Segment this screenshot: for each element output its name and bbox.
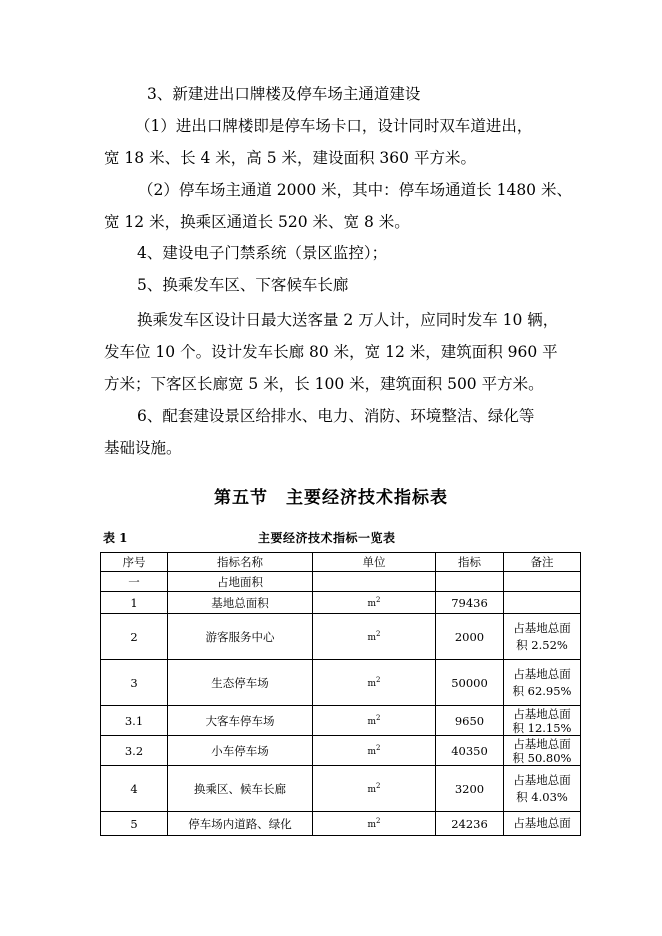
table-row: [101, 736, 581, 766]
paragraph-5-line3: 方米；下客区长廊宽 5 米，长 100 米，建筑面积 500 平方米。: [104, 375, 544, 393]
paragraph-item-4: 4、建设电子门禁系统（景区监控）；: [137, 244, 388, 262]
paragraph-item-5: 5、换乘发车区、下客候车长廊: [137, 276, 349, 294]
paragraph-item-3: 3、新建进出口牌楼及停车场主通道建设: [147, 85, 421, 103]
cell-value: 50000: [436, 660, 504, 706]
paragraph-item-6-line2: 基础设施。: [104, 439, 182, 457]
table-row: [101, 766, 581, 812]
cell-unit: [313, 706, 436, 736]
header-value: 指标: [436, 553, 504, 572]
cell-name: 换乘区、候车长廊: [168, 766, 313, 812]
cell-note: [504, 706, 581, 736]
cell-seq: 2: [101, 614, 168, 660]
cell-value: 24236: [436, 812, 504, 836]
unit-sup: 2: [376, 714, 381, 722]
cell-value: 79436: [436, 592, 504, 614]
note-line1: 占基地总面: [513, 816, 571, 830]
cell-seq: 一: [101, 572, 168, 592]
cell-note: [504, 812, 581, 836]
note-line2: 积 2.52%: [516, 637, 568, 652]
table-header-row: [101, 553, 581, 572]
table-row: [101, 614, 581, 660]
table-row: [101, 592, 581, 614]
cell-unit: [313, 592, 436, 614]
note-line1: 占基地总面: [513, 666, 571, 681]
cell-note: [504, 614, 581, 660]
note-line1: 占基地总面: [513, 706, 571, 721]
cell-seq: 5: [101, 812, 168, 836]
cell-value: 40350: [436, 736, 504, 766]
unit-base: m: [367, 785, 377, 795]
cell-name: 小车停车场: [168, 736, 313, 766]
note-line1: 占基地总面: [513, 620, 571, 635]
cell-unit: [313, 614, 436, 660]
unit-base: m: [367, 820, 377, 830]
unit-sup: 2: [376, 676, 381, 684]
cell-name: 游客服务中心: [168, 614, 313, 660]
paragraph-3-2-line1: （2）停车场主通道 2000 米，其中：停车场通道长 1480 米、: [138, 181, 572, 199]
cell-name: 停车场内道路、绿化: [168, 812, 313, 836]
cell-name: 大客车停车场: [168, 706, 313, 736]
header-name: 指标名称: [168, 553, 313, 572]
cell-note: [504, 592, 581, 614]
paragraph-5-line1: 换乘发车区设计日最大送客量 2 万人计，应同时发车 10 辆，: [137, 311, 559, 329]
paragraph-3-1-line1: （1）进出口牌楼即是停车场卡口，设计同时双车道进出，: [135, 117, 533, 135]
cell-seq: 3.1: [101, 706, 168, 736]
unit-sup: 2: [376, 744, 381, 752]
table-caption: 主要经济技术指标一览表: [258, 531, 396, 545]
header-note: 备注: [504, 553, 581, 572]
paragraph-3-1-line2: 宽 18 米、长 4 米，高 5 米，建设面积 360 平方米。: [104, 149, 476, 167]
cell-seq: 4: [101, 766, 168, 812]
unit-base: m: [367, 679, 377, 689]
cell-name: 基地总面积: [168, 592, 313, 614]
unit-base: m: [367, 747, 377, 757]
cell-unit: [313, 766, 436, 812]
paragraph-3-2-line2: 宽 12 米，换乘区通道长 520 米、宽 8 米。: [104, 213, 410, 231]
unit-base: m: [367, 633, 377, 643]
note-line1: 占基地总面: [513, 736, 571, 751]
cell-note: [504, 660, 581, 706]
cell-name: 占地面积: [168, 572, 313, 592]
cell-note: [504, 572, 581, 592]
cell-unit: [313, 572, 436, 592]
unit-sup: 2: [376, 817, 381, 825]
cell-seq: 3: [101, 660, 168, 706]
cell-unit: [313, 812, 436, 836]
table-row: [101, 706, 581, 736]
unit-sup: 2: [376, 630, 381, 638]
cell-seq: 3.2: [101, 736, 168, 766]
note-line1: 占基地总面: [513, 772, 571, 787]
cell-note: [504, 736, 581, 766]
cell-unit: [313, 660, 436, 706]
cell-value: 2000: [436, 614, 504, 660]
cell-value: 9650: [436, 706, 504, 736]
table-row: [101, 812, 581, 836]
unit-base: m: [367, 599, 377, 609]
cell-seq: 1: [101, 592, 168, 614]
note-line2: 积 62.95%: [512, 683, 572, 698]
paragraph-5-line2: 发车位 10 个。设计发车长廊 80 米，宽 12 米，建筑面积 960 平: [104, 343, 558, 361]
unit-sup: 2: [376, 596, 381, 604]
unit-base: m: [367, 717, 377, 727]
cell-note: [504, 766, 581, 812]
header-seq: 序号: [101, 553, 168, 572]
cell-value: [436, 572, 504, 592]
header-unit: 单位: [313, 553, 436, 572]
note-line2: 积 4.03%: [516, 789, 568, 804]
cell-value: 3200: [436, 766, 504, 812]
table-row: [101, 572, 581, 592]
cell-unit: [313, 736, 436, 766]
table-row: [101, 660, 581, 706]
cell-name: 生态停车场: [168, 660, 313, 706]
note-line2: 积 12.15%: [512, 720, 572, 735]
table-label: 表 1: [103, 531, 128, 545]
section-title: 第五节 主要经济技术指标表: [214, 488, 448, 508]
note-line2: 积 50.80%: [512, 750, 572, 765]
unit-sup: 2: [376, 782, 381, 790]
paragraph-item-6-line1: 6、配套建设景区给排水、电力、消防、环境整洁、绿化等: [137, 407, 535, 425]
indicator-table: [100, 552, 581, 836]
